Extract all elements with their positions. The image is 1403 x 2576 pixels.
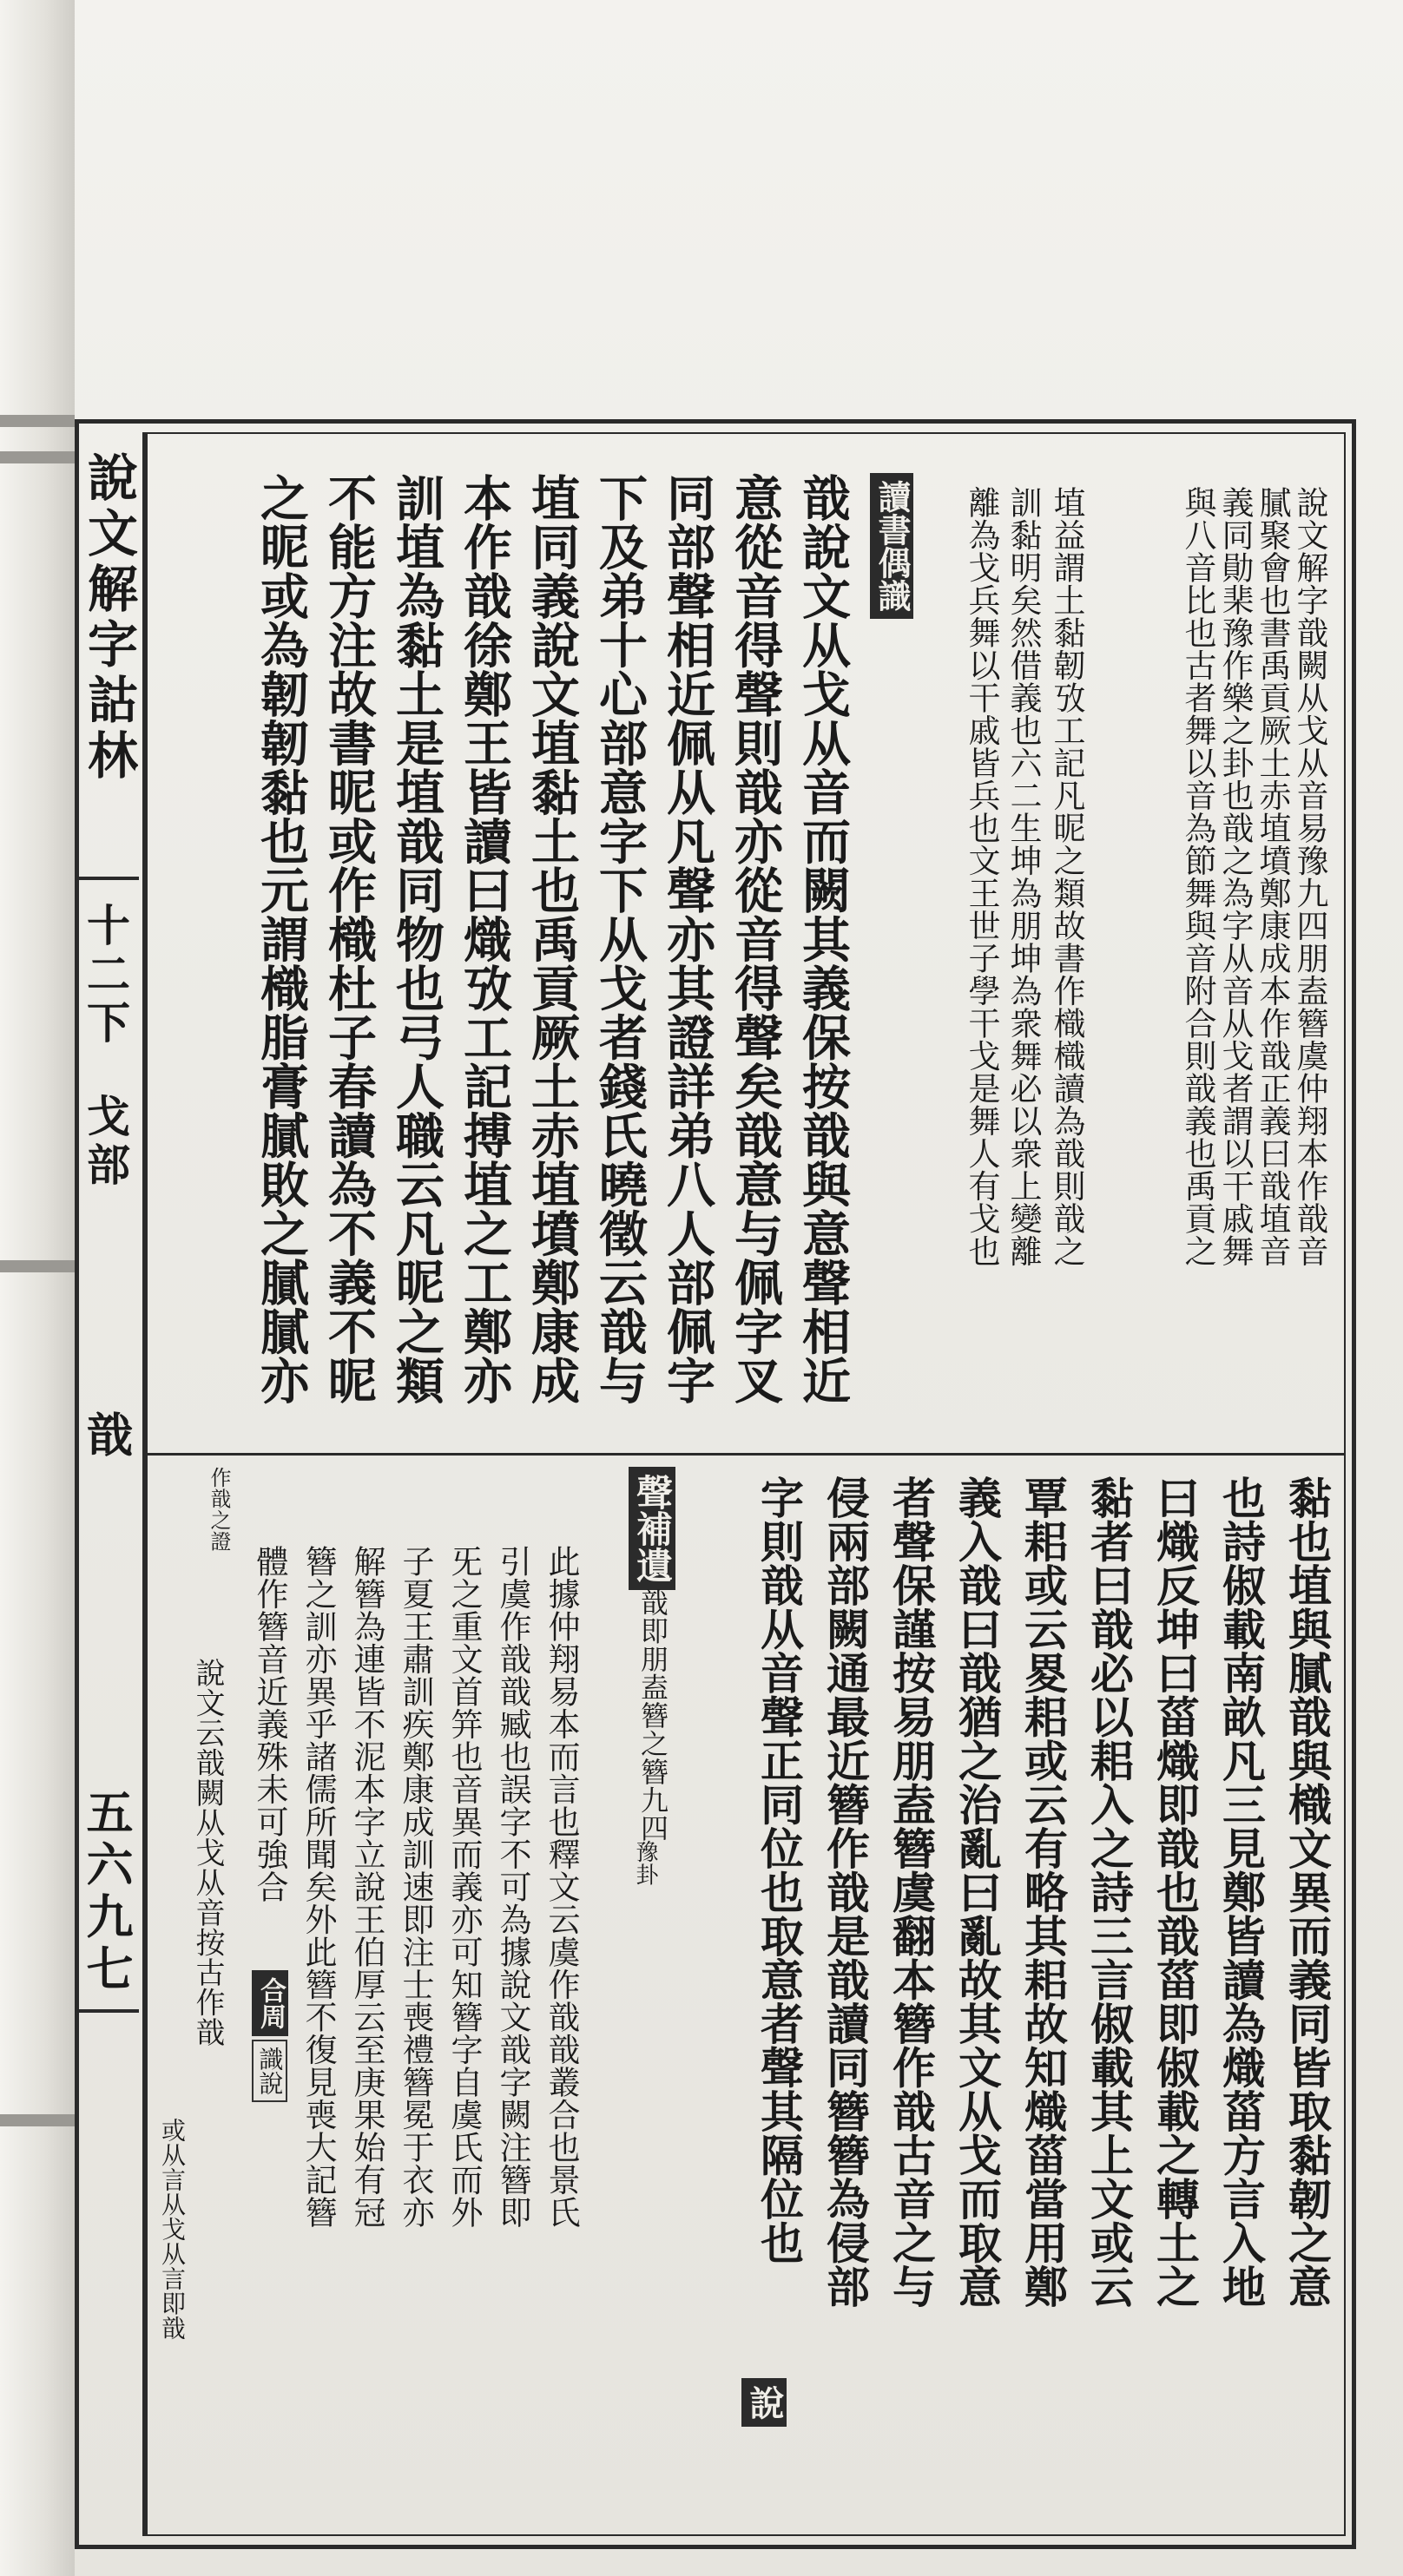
upper-text-col-2: 意從音得聲則戠亦從音得聲矣戠意与佩字叉 (727, 473, 784, 1405)
lower-note-col-7: 體作簪音近義殊未可強合 (251, 1545, 288, 1903)
lower-text-col-5: 覃耜或云畟耜或云有略其耜故知熾菑當用鄭 (1018, 1475, 1069, 2309)
lower-note-col-5: 解簪為連皆不泥本字立說王伯厚云至庚果始有冠 (348, 1545, 385, 2229)
lower-text-col-7: 者聲保謹按易朋盍簪虞翻本簪作戠古音之与 (886, 1475, 937, 2309)
source-badge-shengbuyi: 聲補遺 (629, 1467, 675, 1590)
binding-thread-upper (0, 451, 75, 463)
end-mark-seal: 說 (741, 2378, 787, 2427)
lower-note-heading: 戠即朋盍簪之簪九四 (636, 1588, 669, 1843)
upper-text-col-7: 訓埴為黏土是埴戠同物也弓人職云凡昵之類 (388, 473, 445, 1405)
book-binding-strip (0, 0, 76, 2576)
lower-note-col-4: 子夏王肅訓疾鄭康成訓速即注士喪禮簪冕于衣亦 (397, 1545, 434, 2229)
lower-note-col-1: 此據仲翔易本而言也釋文云虞作戠戠叢合也景氏 (543, 1545, 580, 2229)
upper-note-col-2: 膩聚會也書禹貢厥土赤埴墳鄭康成本作戠正義曰戠埴音 (1254, 486, 1291, 1267)
lower-tiny-notes: 或从言从戈从言即戠 (158, 2118, 187, 2341)
lower-text-col-8: 侵兩部闕通最近簪作戠是戠讀同簪簪為侵部 (820, 1475, 871, 2309)
upper-note-col-4: 與八音比也古者舞以音為節舞與音附合則戠義也禹貢之 (1179, 486, 1216, 1267)
upper-text-col-4: 下及弟十心部意字下从戈者錢氏曉徵云戠与 (591, 473, 649, 1405)
lower-note-hexagram: 豫卦 (632, 1840, 658, 1886)
lower-right-note-2: 作戠之證 (207, 1467, 231, 1552)
lower-note-col-6: 簪之訓亦異乎諸儒所聞矣外此簪不復見喪大記簪 (300, 1545, 337, 2229)
lower-text-col-3: 曰熾反坤曰菑熾即戠也戠菑即俶載之轉土之 (1149, 1475, 1201, 2309)
lower-text-col-9: 字則戠从音聲正同位也取意者聲其隔位也 (754, 1475, 805, 2264)
upper-text-col-9: 之昵或為韌韌黏也元謂樴脂膏膩敗之膩膩亦 (253, 473, 310, 1405)
lower-text-col-1: 黏也埴與膩戠與樴文異而義同皆取黏韌之意 (1281, 1475, 1333, 2309)
upper-note-col-1: 說文解字戠闕从戈从音易豫九四朋盍簪虞仲翔本作戠音 (1291, 486, 1328, 1267)
upper-text-col-3: 同部聲相近佩从凡聲亦其證詳弟八人部佩字 (659, 473, 716, 1405)
entry-character: 戠 (79, 1410, 135, 1462)
binding-thread-lower (0, 2114, 75, 2126)
upper-text-col-5: 埴同義說文埴黏土也禹貢厥土赤埴墳鄭康成 (524, 473, 581, 1405)
lower-text-col-4: 黏者曰戠必以耜入之詩三言俶載其上文或云 (1084, 1475, 1135, 2309)
book-title: 說文解字詁林 (79, 451, 138, 785)
lower-note-col-3: 旡之重文首笄也音異而義亦可知簪字自虞氏而外 (445, 1545, 483, 2229)
upper-note-col-3: 義同勛棐豫作樂之卦也戠之為字从音从戈者謂以干戚舞 (1216, 486, 1254, 1267)
page-number: 五六九七 (79, 1788, 135, 1996)
lower-note-col-2: 引虞作戠戠臧也誤字不可為據說文戠字闕注簪即 (494, 1545, 531, 2229)
lower-text-col-2: 也詩俶載南畝凡三見鄭皆讀為熾菑方言入地 (1215, 1475, 1267, 2309)
seal-zhoushu: 識說 (252, 2040, 287, 2102)
section-divider (146, 1453, 1346, 1456)
section-label: 戈部 (80, 1094, 131, 1191)
volume-label: 十二下 (80, 903, 131, 1048)
margin-fishtail-upper (78, 877, 139, 880)
upper-text-col-6: 本作戠徐鄭王皆讀曰熾攷工記搏埴之工鄭亦 (456, 473, 513, 1405)
margin-fishtail-lower (78, 2009, 139, 2013)
upper-note-col-7: 離為戈兵舞以干戚皆兵也文王世子學干戈是舞人有戈也 (963, 486, 1000, 1267)
lower-right-note-1: 說文云戠闕从戈从音按古作戠 (190, 1658, 225, 2047)
lower-text-col-6: 義入戠曰戠猶之治亂曰亂故其文从戈而取意 (952, 1475, 1003, 2309)
binding-thread-middle (0, 1260, 75, 1272)
upper-note-col-5: 埴益謂土黏韌攷工記凡昵之類故書作樴樴讀為戠則戠之 (1048, 486, 1085, 1267)
binding-thread-top (0, 415, 75, 427)
upper-text-col-1: 戠說文从戈从音而闕其義保按戠與意聲相近 (794, 473, 852, 1405)
seal-hezhou: 合周 (252, 1970, 288, 2036)
upper-note-col-6: 訓黏明矣然借義也六二生坤為朋坤為衆舞必以衆上變離 (1004, 486, 1042, 1267)
source-badge-dushu: 讀書偶識 (870, 473, 913, 619)
upper-text-col-8: 不能方注故書昵或作樴杜子春讀為不義不昵 (320, 473, 378, 1405)
